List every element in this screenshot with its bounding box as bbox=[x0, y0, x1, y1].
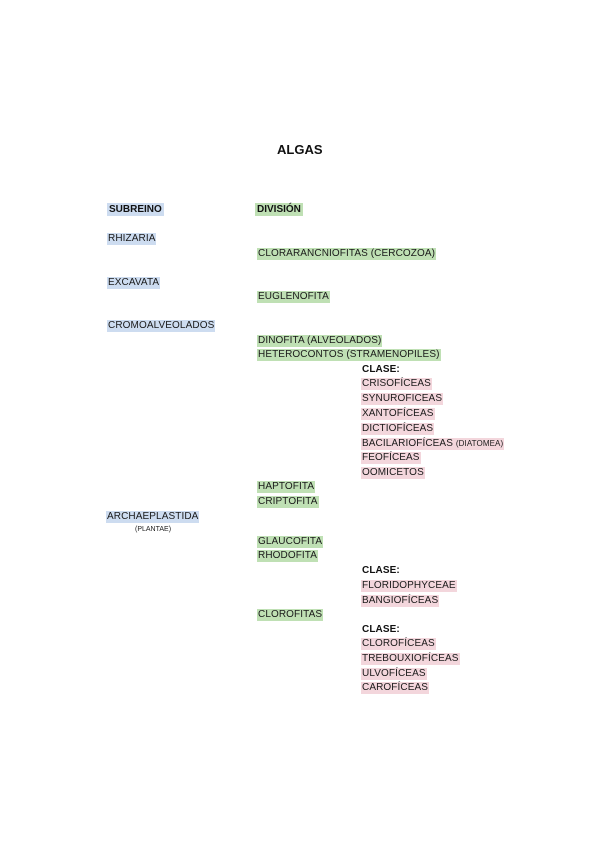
page-title: ALGAS bbox=[277, 142, 323, 157]
clase-dictioficeas: DICTIOFÍCEAS bbox=[362, 423, 434, 434]
clase-label-rhodofita: CLASE: bbox=[362, 565, 400, 576]
division-clorofitas: CLOROFITAS bbox=[258, 609, 323, 620]
clase-trebouxioficeas: TREBOUXIOFÍCEAS bbox=[362, 653, 459, 664]
clase-ulvoficeas: ULVOFÍCEAS bbox=[362, 668, 426, 679]
clase-bangioficeas: BANGIOFÍCEAS bbox=[362, 595, 439, 606]
division-heterocontos: HETEROCONTOS (STRAMENOPILES) bbox=[258, 349, 440, 360]
division-header: DIVISIÓN bbox=[257, 204, 301, 215]
subreino-cromoalveolados: CROMOALVEOLADOS bbox=[108, 320, 215, 331]
division-dinofita: DINOFITA (ALVEOLADOS) bbox=[258, 335, 382, 346]
diatomea-note: (DIATOMEA) bbox=[455, 439, 504, 448]
bacillarioficeas-label: BACILARIOFÍCEAS bbox=[362, 438, 453, 449]
clase-cloroficeas: CLOROFÍCEAS bbox=[362, 638, 435, 649]
clase-feoficeas: FEOFÍCEAS bbox=[362, 452, 420, 463]
clase-label-heterocontos: CLASE: bbox=[362, 364, 400, 375]
division-glaucofita: GLAUCOFITA bbox=[258, 536, 323, 547]
subreino-rhizaria: RHIZARIA bbox=[108, 233, 156, 244]
subreino-header: SUBREINO bbox=[109, 204, 162, 215]
division-rhodofita: RHODOFITA bbox=[258, 550, 318, 561]
clase-bacillarioficeas bbox=[361, 438, 504, 450]
division-clorarancniofitas: CLORARANCNIOFITAS (CERCOZOA) bbox=[258, 248, 436, 259]
plantae-note: (PLANTAE) bbox=[135, 526, 172, 533]
clase-crisoficeas: CRISOFÍCEAS bbox=[362, 378, 431, 389]
clase-caroficeas: CAROFÍCEAS bbox=[362, 682, 429, 693]
division-criptofita: CRIPTOFITA bbox=[258, 496, 318, 507]
clase-florideophyceae: FLORIDOPHYCEAE bbox=[362, 580, 456, 591]
subreino-excavata: EXCAVATA bbox=[108, 277, 160, 288]
subreino-archaeplastida: ARCHAEPLASTIDA bbox=[107, 511, 199, 522]
clase-synuroficeas: SYNUROFICEAS bbox=[362, 393, 443, 404]
clase-xantoficeas: XANTOFÍCEAS bbox=[362, 408, 434, 419]
clase-label-clorofitas: CLASE: bbox=[362, 624, 400, 635]
division-euglenofita: EUGLENOFITA bbox=[258, 291, 329, 302]
clase-oomicetos: OOMICETOS bbox=[362, 467, 424, 478]
division-haptofita: HAPTOFITA bbox=[258, 481, 315, 492]
